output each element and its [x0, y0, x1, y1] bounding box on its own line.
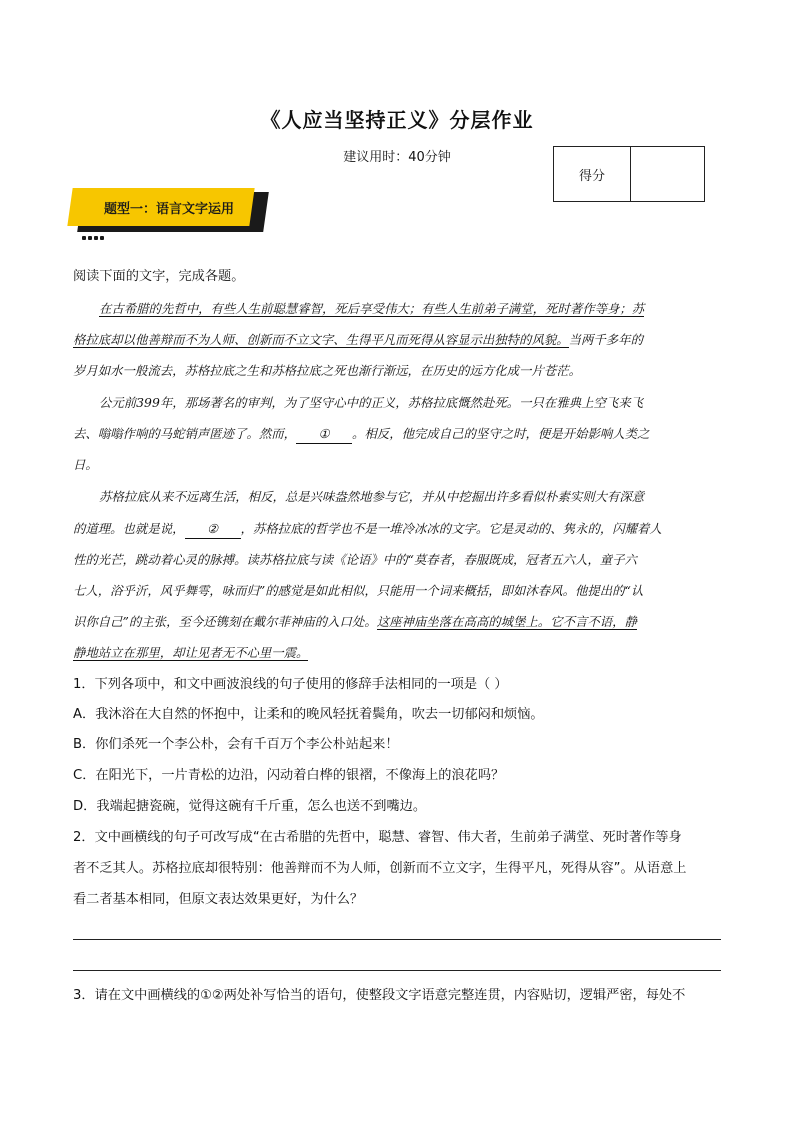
question-3-line: 3．请在文中画横线的①②两处补写恰当的语句，使整段文字语意完整连贯，内容贴切，逻辑严密，每处不: [73, 988, 686, 1003]
banner-dot: [94, 236, 98, 240]
passage-line: 苏格拉底从来不远离生活，相反，总是兴味盎然地参与它，并从中挖掘出许多看似朴素实则大有深意: [99, 489, 645, 504]
passage-line: 性的光芒，跳动着心灵的脉搏。读苏格拉底与读《论语》中的“莫春者，春服既成，冠者五六人，童子六: [73, 552, 637, 567]
banner-dot: [82, 236, 86, 240]
section-title: 题型一：语言文字运用: [104, 202, 235, 217]
section-banner: [70, 188, 270, 244]
passage-text: 当两千多年的: [568, 332, 643, 347]
question-1-option-a[interactable]: A．我沐浴在大自然的怀抱中，让柔和的晚风轻抚着鬓角，吹去一切郁闷和烦恼。: [73, 707, 544, 722]
question-1-stem: 1．下列各项中，和文中画波浪线的句子使用的修辞手法相同的一项是（ ）: [73, 677, 508, 692]
passage-text: ，苏格拉底的哲学也不是一堆冷冰冰的文字。它是灵动的、隽永的，闪耀着人: [240, 521, 662, 536]
passage-line: [73, 520, 719, 539]
underlined-sentence: 在古希腊的先哲中，有些人生前聪慧睿智，死后享受伟大；有些人生前弟子满堂，死时著作等身；苏: [99, 301, 645, 316]
question-2-line: 2．文中画横线的句子可改写成“在古希腊的先哲中，聪慧、睿智、伟大者，生前弟子满堂、死时著作等身: [73, 830, 682, 845]
passage-text: 。相反，他完成自己的坚守之时，便是开始影响人类之: [352, 426, 650, 441]
banner-dot: [88, 236, 92, 240]
passage-line: [73, 300, 719, 318]
answer-line[interactable]: [73, 970, 721, 971]
wavy-sentence: 静地站立在那里，却让见者无不心里一震。: [73, 645, 309, 660]
suggested-time: 建议用时：40分钟: [343, 150, 451, 165]
wavy-sentence: 这座神庙坐落在高高的城堡上。它不言不语，静: [376, 614, 637, 629]
page-title: 《人应当坚持正义》分层作业: [260, 108, 534, 132]
score-label: 得分: [554, 147, 631, 201]
passage-text: 识你自己”的主张，至今还镌刻在戴尔菲神庙的入口处。: [73, 614, 377, 629]
passage-line: [73, 613, 719, 631]
answer-line[interactable]: [73, 939, 721, 940]
passage-line: 岁月如水一般流去，苏格拉底之生和苏格拉底之死也渐行渐远，在历史的远方化成一片苍茫。: [73, 363, 582, 378]
blank-1[interactable]: ①: [296, 425, 352, 444]
question-1-option-d[interactable]: D．我端起搪瓷碗，觉得这碗有千斤重，怎么也送不到嘴边。: [73, 799, 427, 814]
passage-line: 七人，浴乎沂，风乎舞雩，咏而归”的感觉是如此相似，只能用一个词来概括，即如沐春风。他提出的“认: [73, 583, 644, 598]
blank-2[interactable]: ②: [185, 520, 241, 539]
question-1-option-b[interactable]: B．你们杀死一个李公朴，会有千百万个李公朴站起来！: [73, 737, 399, 752]
passage-line: [73, 331, 719, 349]
question-1-option-c[interactable]: C．在阳光下，一片青松的边沿，闪动着白桦的银褶，不像海上的浪花吗？: [73, 768, 505, 783]
passage-line: [73, 644, 719, 662]
passage-line: 公元前399年，那场著名的审判，为了坚守心中的正义，苏格拉底慨然赴死。一只在雅典上空飞来飞: [99, 395, 644, 410]
score-box: [553, 146, 705, 202]
instruction: 阅读下面的文字，完成各题。: [73, 269, 245, 284]
banner-dot: [100, 236, 104, 240]
underlined-sentence: 格拉底却以他善辩而不为人师、创新而不立文字、生得平凡而死得从容显示出独特的风貌。: [73, 332, 569, 347]
question-2-line: 者不乏其人。苏格拉底却很特别：他善辩而不为人师，创新而不立文字，生得平凡，死得从容”。从语意上: [73, 861, 687, 876]
passage-line: 日。: [73, 457, 98, 472]
passage-text: 的道理。也就是说，: [73, 521, 185, 536]
score-value-cell[interactable]: [631, 147, 704, 201]
passage-line: [73, 425, 719, 444]
question-2-line: 看二者基本相同，但原文表达效果更好，为什么？: [73, 892, 364, 907]
passage-text: 去、嗡嗡作响的马蛇销声匿迹了。然而，: [73, 426, 297, 441]
